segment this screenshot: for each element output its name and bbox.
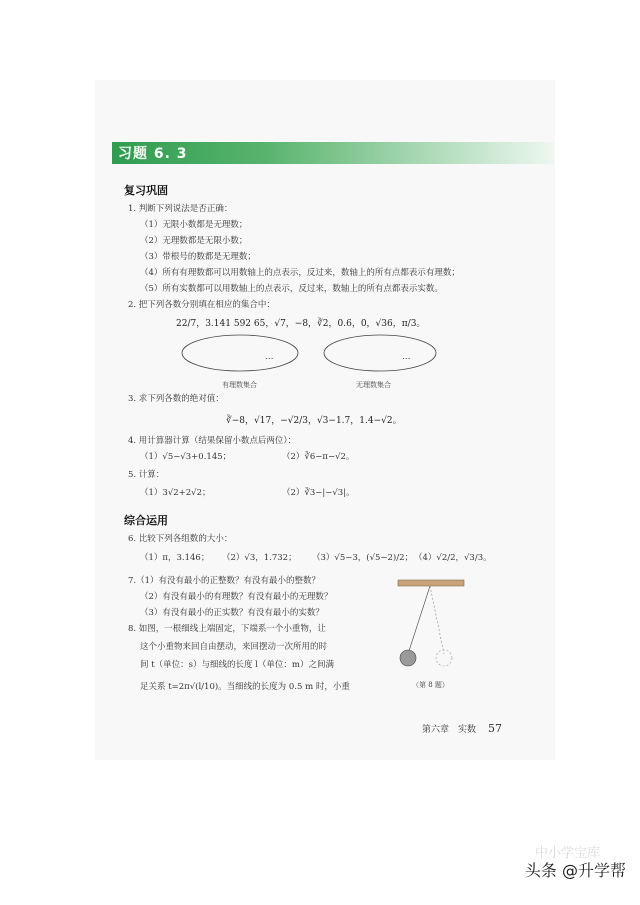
section-review-title: 复习巩固 <box>124 184 168 197</box>
q3-numbers: ∛−8，√17，−√2/3，√3−1.7，1.4−√2。 <box>226 416 402 426</box>
irrational-set-label: 无理数集合 <box>356 381 391 389</box>
exercise-title: 习题 6. 3 <box>118 146 188 162</box>
q1-item-5: （5）所有实数都可以用数轴上的点表示，反过来，数轴上的所有点都表示实数。 <box>140 284 443 294</box>
q1-stem: 1. 判断下列说法是否正确： <box>128 204 233 214</box>
pendulum-figure <box>394 576 470 676</box>
q1-item-4: （4）所有有理数都可以用数轴上的点表示，反过来，数轴上的所有点都表示有理数； <box>140 268 460 278</box>
q6-stem: 6. 比较下列各组数的大小： <box>128 534 233 544</box>
q2-stem: 2. 把下列各数分别填在相应的集合中： <box>128 300 275 310</box>
q2-numbers: 22/7，3.141 592 65，√7，−8，∛2，0.6，0，√36，π/3。 <box>176 319 426 329</box>
set-ovals <box>180 332 440 376</box>
section-apply-title: 综合运用 <box>124 514 168 527</box>
pendulum-support-bar <box>398 580 464 586</box>
rational-set-label: 有理数集合 <box>222 381 257 389</box>
pendulum-string-dashed <box>430 586 444 654</box>
irrational-set-dots: … <box>402 352 411 362</box>
q6-a: （1）π，3.146； <box>140 553 210 563</box>
rational-set-dots: … <box>265 352 274 362</box>
exercise-header <box>112 142 554 164</box>
pendulum-ball <box>400 650 416 666</box>
q6-d: （4）√2/2，√3/3。 <box>414 553 492 563</box>
q3-stem: 3. 求下列各数的绝对值： <box>128 394 224 404</box>
q8-line-4: 足关系 t=2π√(l/10)。当细线的长度为 0.5 m 时，小重 <box>140 682 350 692</box>
page-number: 57 <box>488 722 502 735</box>
watermark-text: 头条 @升学帮 <box>524 861 626 880</box>
figure-caption: （第 8 题） <box>412 681 449 689</box>
q4-a: （1）√5−√3+0.145； <box>140 452 232 462</box>
q8-line-2: 这个小重物来回自由摆动，来回摆动一次所用的时 <box>140 642 328 652</box>
q6-c: （3）√5−3，(√5−2)/2； <box>312 553 414 563</box>
q6-b: （2）√3，1.732； <box>222 553 297 563</box>
q1-item-2: （2）无理数都是无限小数； <box>140 236 248 246</box>
rational-set-oval <box>182 335 298 371</box>
q1-item-1: （1）无限小数都是无理数； <box>140 220 248 230</box>
pendulum-ball-ghost <box>436 650 452 666</box>
q4-stem: 4. 用计算器计算（结果保留小数点后两位）： <box>128 436 297 446</box>
irrational-set-oval <box>324 335 436 371</box>
q4-b: （2）∛6−π−√2。 <box>282 452 355 462</box>
q7-c: （3）有没有最小的正实数？有没有最小的实数？ <box>140 608 324 618</box>
q1-item-3: （3）带根号的数都是无理数； <box>140 252 256 262</box>
q5-stem: 5. 计算： <box>128 470 165 480</box>
q5-b: （2）∛3−|−√3|。 <box>282 488 355 498</box>
q7-a: 7.（1）有没有最小的正整数？有没有最小的整数？ <box>128 576 321 586</box>
chapter-label: 第六章 实数 <box>422 725 477 735</box>
pendulum-string <box>408 586 430 654</box>
watermark-faint: 中小学宝库 <box>534 846 600 861</box>
q7-b: （2）有没有最小的有理数？有没有最小的无理数？ <box>140 592 333 602</box>
q8-line-3: 间 t（单位：s）与细线的长度 l（单位：m）之间满 <box>140 660 334 670</box>
q8-line-1: 8. 如图，一根细线上端固定，下端系一个小重物，让 <box>128 624 326 634</box>
q5-a: （1）3√2+2√2； <box>140 488 211 498</box>
